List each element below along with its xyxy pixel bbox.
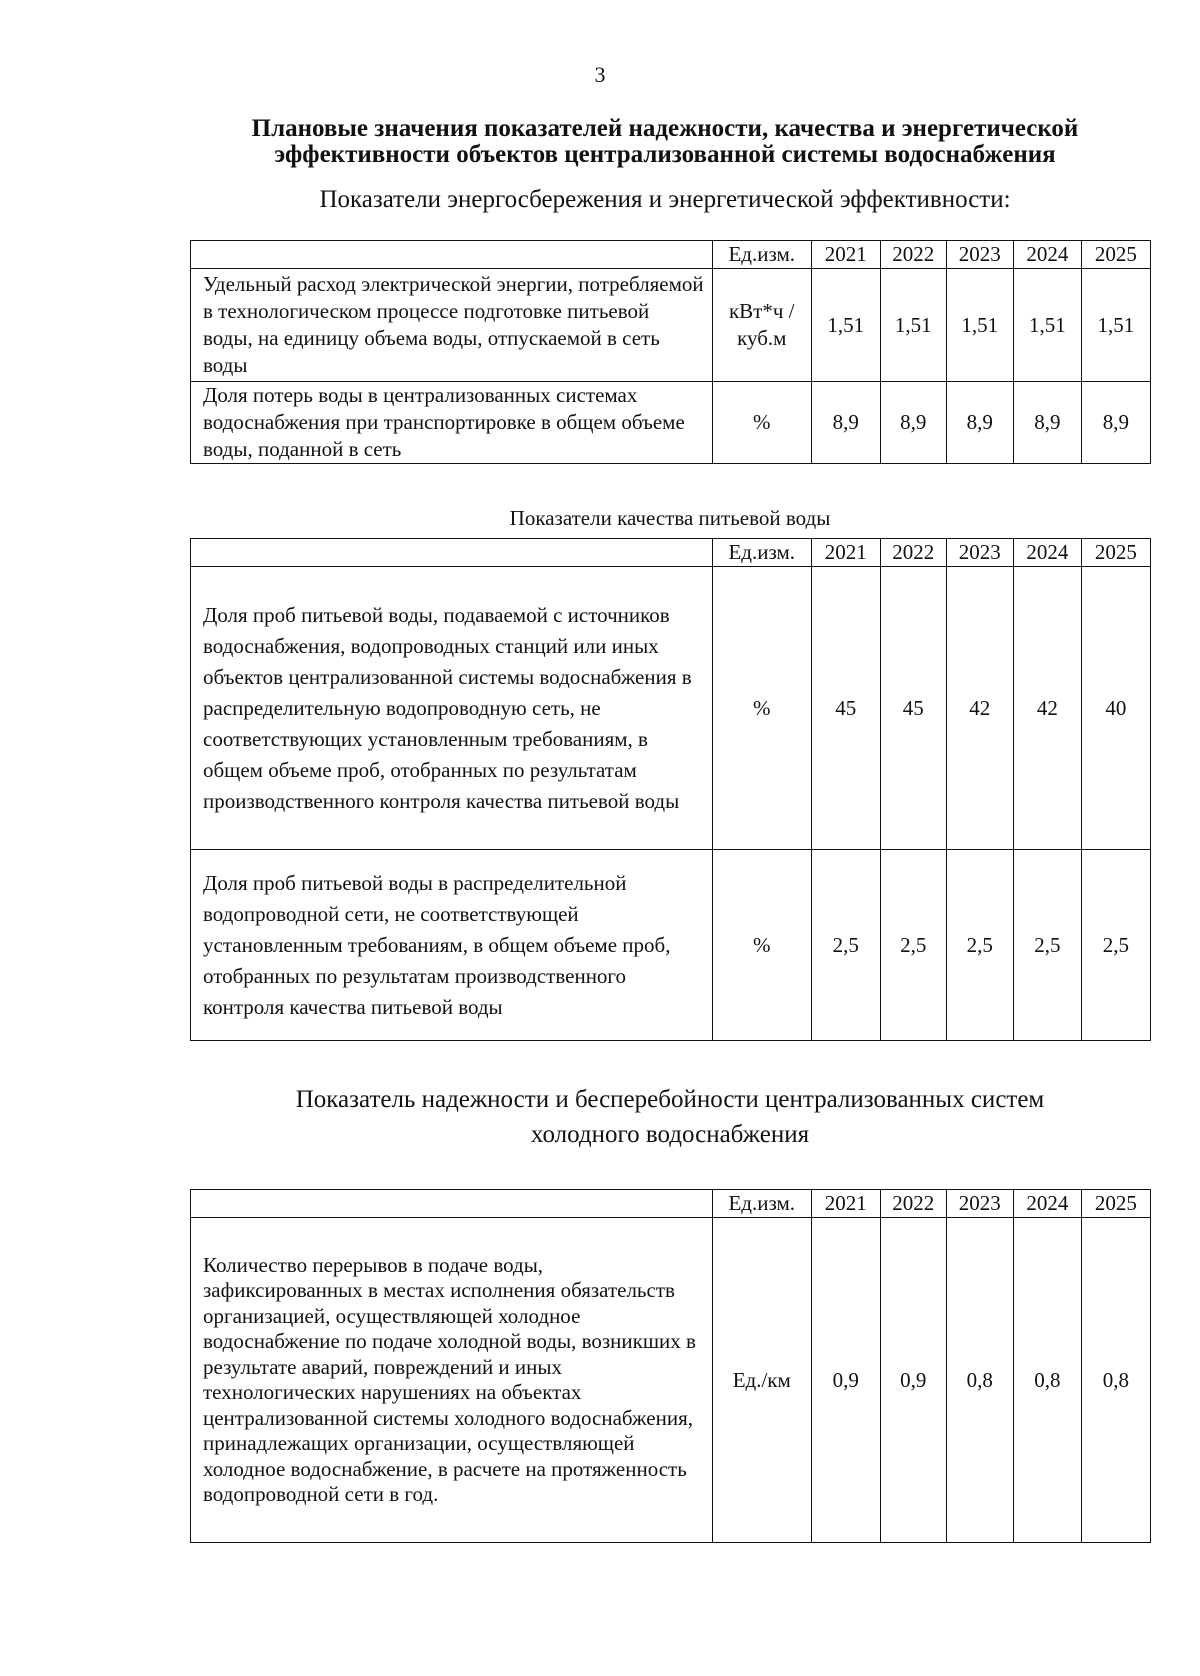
row-value: 2,5 (946, 850, 1013, 1041)
header-year: 2021 (811, 539, 880, 567)
row-value: 8,9 (880, 382, 946, 464)
section-energy-title: Показатели энергосбережения и энергетической эффективности: (319, 186, 1011, 213)
table-row (191, 382, 1151, 464)
row-unit: кВт*ч /куб.м (712, 269, 811, 382)
table-header-row (191, 1190, 1151, 1218)
header-year: 2024 (1013, 539, 1081, 567)
row-value: 8,9 (1013, 382, 1081, 464)
header-unit: Ед.изм. (712, 1190, 811, 1218)
table-row (191, 567, 1151, 850)
header-year: 2021 (811, 241, 880, 269)
row-value: 8,9 (946, 382, 1013, 464)
row-value: 42 (946, 567, 1013, 850)
row-value: 1,51 (1081, 269, 1150, 382)
row-value: 0,8 (1013, 1218, 1081, 1543)
row-value: 1,51 (946, 269, 1013, 382)
row-value: 1,51 (880, 269, 946, 382)
header-year: 2025 (1081, 241, 1150, 269)
water-quality-table (190, 538, 1151, 1041)
header-year: 2022 (880, 241, 946, 269)
main-title-line-1: Плановые значения показателей надежности, качества и энергетической (251, 115, 1079, 142)
row-value: 40 (1081, 567, 1150, 850)
main-title (170, 116, 1160, 168)
row-value: 42 (1013, 567, 1081, 850)
row-description: Количество перерывов в подаче воды, зафиксированных в местах исполнения обязательств организацией, осуществляющей холодное водоснабжение по подаче холодной воды, возникших в результате аварий, повреждений и иных технологических нарушениях на объектах централизованной системы холодного водоснабжения, принадлежащих организации, осуществляющей холодное водоснабжение, в расчете на протяженность водопроводной сети в год. (191, 1218, 713, 1543)
row-unit: % (712, 850, 811, 1041)
row-description: Доля проб питьевой воды, подаваемой с источников водоснабжения, водопроводных станций или иных объектов централизованной системы водоснабжения в распределительную водопроводную сеть, не соответствующих установленным требованиям, в общем объеме проб, отобранных по результатам производственного контроля качества питьевой воды (191, 567, 713, 850)
table-header-row (191, 241, 1151, 269)
page-number: 3 (594, 62, 606, 87)
header-year: 2024 (1013, 241, 1081, 269)
row-value: 0,9 (811, 1218, 880, 1543)
header-year: 2023 (946, 241, 1013, 269)
row-value: 8,9 (1081, 382, 1150, 464)
header-year: 2021 (811, 1190, 880, 1218)
row-unit: % (712, 567, 811, 850)
header-year: 2024 (1013, 1190, 1081, 1218)
header-year: 2022 (880, 1190, 946, 1218)
energy-efficiency-table (190, 240, 1151, 464)
table-row (191, 269, 1151, 382)
section-reliability-title (190, 1082, 1150, 1152)
table-row (191, 1218, 1151, 1543)
row-description: Удельный расход электрической энергии, потребляемой в технологическом процессе подготовке питьевой воды, на единицу объема воды, отпускаемой в сеть воды (191, 269, 713, 382)
header-year: 2025 (1081, 539, 1150, 567)
row-value: 2,5 (880, 850, 946, 1041)
row-unit: Ед./км (712, 1218, 811, 1543)
header-blank-cell (191, 1190, 713, 1218)
row-value: 1,51 (811, 269, 880, 382)
header-unit: Ед.изм. (712, 539, 811, 567)
row-value: 2,5 (1081, 850, 1150, 1041)
main-title-line-2: эффективности объектов централизованной системы водоснабжения (274, 141, 1056, 168)
section-reliability-title-line-1: Показатель надежности и бесперебойности централизованных систем (295, 1086, 1045, 1113)
row-value: 0,8 (1081, 1218, 1150, 1543)
section-quality-title: Показатели качества питьевой воды (509, 506, 831, 530)
row-description: Доля проб питьевой воды в распределительной водопроводной сети, не соответствующей установленным требованиям, в общем объеме проб, отобранных по результатам производственного контроля качества питьевой воды (191, 850, 713, 1041)
row-unit: % (712, 382, 811, 464)
row-value: 45 (811, 567, 880, 850)
row-value: 0,9 (880, 1218, 946, 1543)
header-blank-cell (191, 241, 713, 269)
header-year: 2025 (1081, 1190, 1150, 1218)
row-description: Доля потерь воды в централизованных системах водоснабжения при транспортировке в общем объеме воды, поданной в сеть (191, 382, 713, 464)
row-value: 2,5 (811, 850, 880, 1041)
row-value: 2,5 (1013, 850, 1081, 1041)
header-blank-cell (191, 539, 713, 567)
row-value: 45 (880, 567, 946, 850)
header-year: 2023 (946, 539, 1013, 567)
row-value: 0,8 (946, 1218, 1013, 1543)
row-value: 8,9 (811, 382, 880, 464)
header-unit: Ед.изм. (712, 241, 811, 269)
table-header-row (191, 539, 1151, 567)
header-year: 2022 (880, 539, 946, 567)
table-row (191, 850, 1151, 1041)
section-reliability-title-line-2: холодного водоснабжения (530, 1121, 810, 1148)
header-year: 2023 (946, 1190, 1013, 1218)
row-value: 1,51 (1013, 269, 1081, 382)
reliability-table (190, 1189, 1151, 1543)
